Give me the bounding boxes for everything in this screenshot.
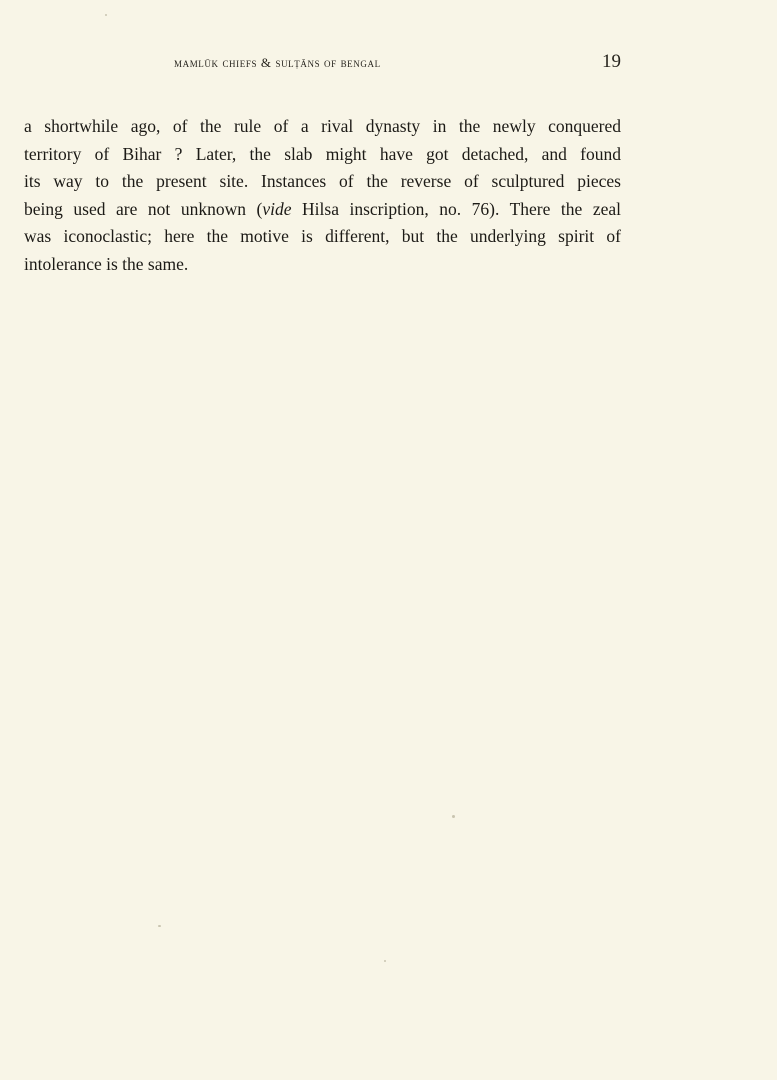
page-number: 19 <box>602 51 621 72</box>
running-title: mamlūk chiefs & sulṭāns of bengal <box>174 55 381 70</box>
text-line: its way to the present site. Instances of the reverse of sculptured pieces <box>24 171 621 191</box>
italic-term: vide <box>262 198 292 219</box>
body-paragraph <box>24 113 621 278</box>
text-line: was iconoclastic; here the motive is different, but the underlying spirit of <box>24 226 621 246</box>
text-line: intolerance is the same. <box>24 253 189 274</box>
paper-speck <box>105 14 107 16</box>
paper-speck <box>384 960 386 962</box>
text-line: territory of Bihar ? Later, the slab might have got detached, and found <box>24 143 621 164</box>
paper-speck <box>158 925 161 927</box>
text-run: Hilsa inscription, no. 76). There the zeal <box>291 198 621 219</box>
running-head <box>24 53 621 75</box>
text-run: being used are not unknown ( <box>24 198 263 219</box>
text-line <box>24 196 621 224</box>
paper-speck <box>452 815 455 818</box>
text-line: a shortwhile ago, of the rule of a rival dynasty in the newly conquered <box>24 116 621 136</box>
